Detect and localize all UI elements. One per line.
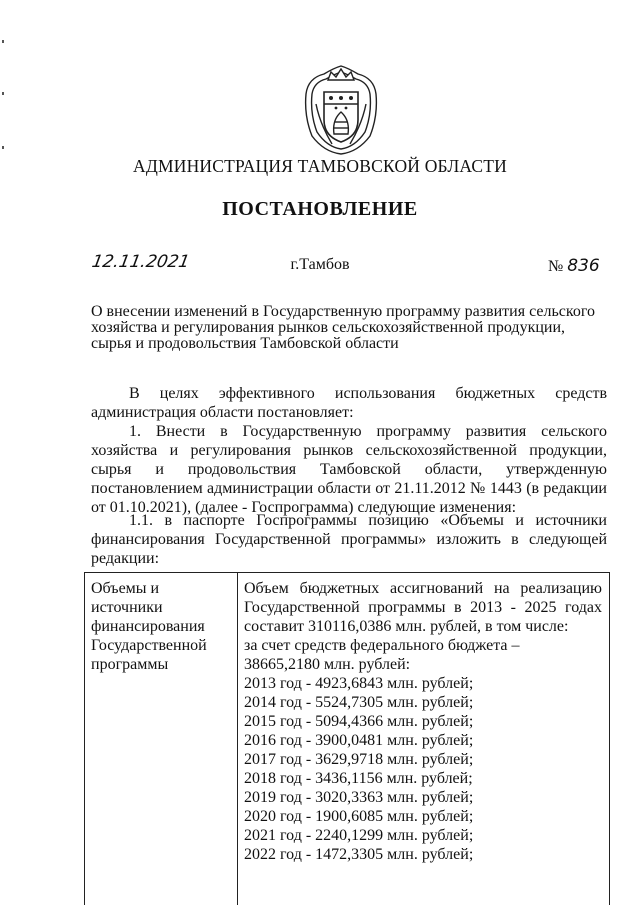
table-left-cell: Объемы и источники финансирования Государственной программы bbox=[91, 580, 207, 673]
intro-paragraph: В целях эффективного использования бюджетных средств администрация области постановляет: bbox=[91, 385, 607, 421]
table-column-divider bbox=[237, 573, 238, 905]
document-type-title: ПОСТАНОВЛЕНИЕ bbox=[222, 198, 418, 220]
item-1-paragraph: 1. Внести в Государственную программу развития сельского хозяйства и регулирования рынков сельскохозяйственной продукции, сырья и продовольствия Тамбовской области, утвержденную постановлением администрации области от 21.11.2012 № 1443 (в редакции от 01.10.2021), (далее - Госпрограмма) следующие изменения: bbox=[91, 423, 607, 516]
year-row: 2021 год - 2240,1299 млн. рублей; bbox=[244, 827, 474, 844]
year-row: 2022 год - 1472,3305 млн. рублей; bbox=[244, 846, 474, 863]
year-row: 2019 год - 3020,3363 млн. рублей; bbox=[244, 789, 474, 806]
number-sign: № bbox=[548, 258, 564, 275]
scan-margin-mark bbox=[2, 146, 4, 149]
organization-name: АДМИНИСТРАЦИЯ ТАМБОВСКОЙ ОБЛАСТИ bbox=[133, 156, 507, 176]
year-row: 2017 год - 3629,9718 млн. рублей; bbox=[244, 751, 474, 768]
federal-budget-label: за счет средств федерального бюджета – bbox=[244, 637, 520, 654]
number-value: 836 bbox=[567, 256, 600, 276]
year-row: 2013 год - 4923,6843 млн. рублей; bbox=[244, 675, 474, 692]
scan-margin-mark bbox=[2, 92, 4, 95]
year-row: 2014 год - 5524,7305 млн. рублей; bbox=[244, 694, 474, 711]
coat-of-arms-icon bbox=[298, 64, 384, 156]
document-subject: О внесении изменений в Государственную программу развития сельского хозяйства и регулирования рынков сельскохозяйственной продукции, сырья и продовольствия Тамбовской области bbox=[91, 303, 595, 352]
year-row: 2020 год - 1900,6085 млн. рублей; bbox=[244, 808, 474, 825]
table-right-cell bbox=[244, 579, 602, 864]
document-city: г.Тамбов bbox=[290, 256, 350, 273]
document-date: 12.11.2021 bbox=[90, 252, 192, 272]
item-1-1-paragraph: 1.1. в паспорте Госпрограммы позицию «Объемы и источники финансирования Государственной программы» изложить в следующей редакции: bbox=[91, 512, 607, 567]
financing-table bbox=[84, 572, 610, 905]
year-row: 2015 год - 5094,4366 млн. рублей; bbox=[244, 713, 474, 730]
year-row: 2016 год - 3900,0481 млн. рублей; bbox=[244, 732, 474, 749]
financing-intro: Объем бюджетных ассигнований на реализацию Государственной программы в 2013 - 2025 годах составит 310116,0386 млн. рублей, в том числе: bbox=[244, 580, 602, 635]
scan-margin-mark bbox=[2, 40, 4, 43]
document-number bbox=[548, 256, 600, 276]
year-row: 2018 год - 3436,1156 млн. рублей; bbox=[244, 770, 473, 787]
federal-budget-total: 38665,2180 млн. рублей: bbox=[244, 656, 411, 673]
